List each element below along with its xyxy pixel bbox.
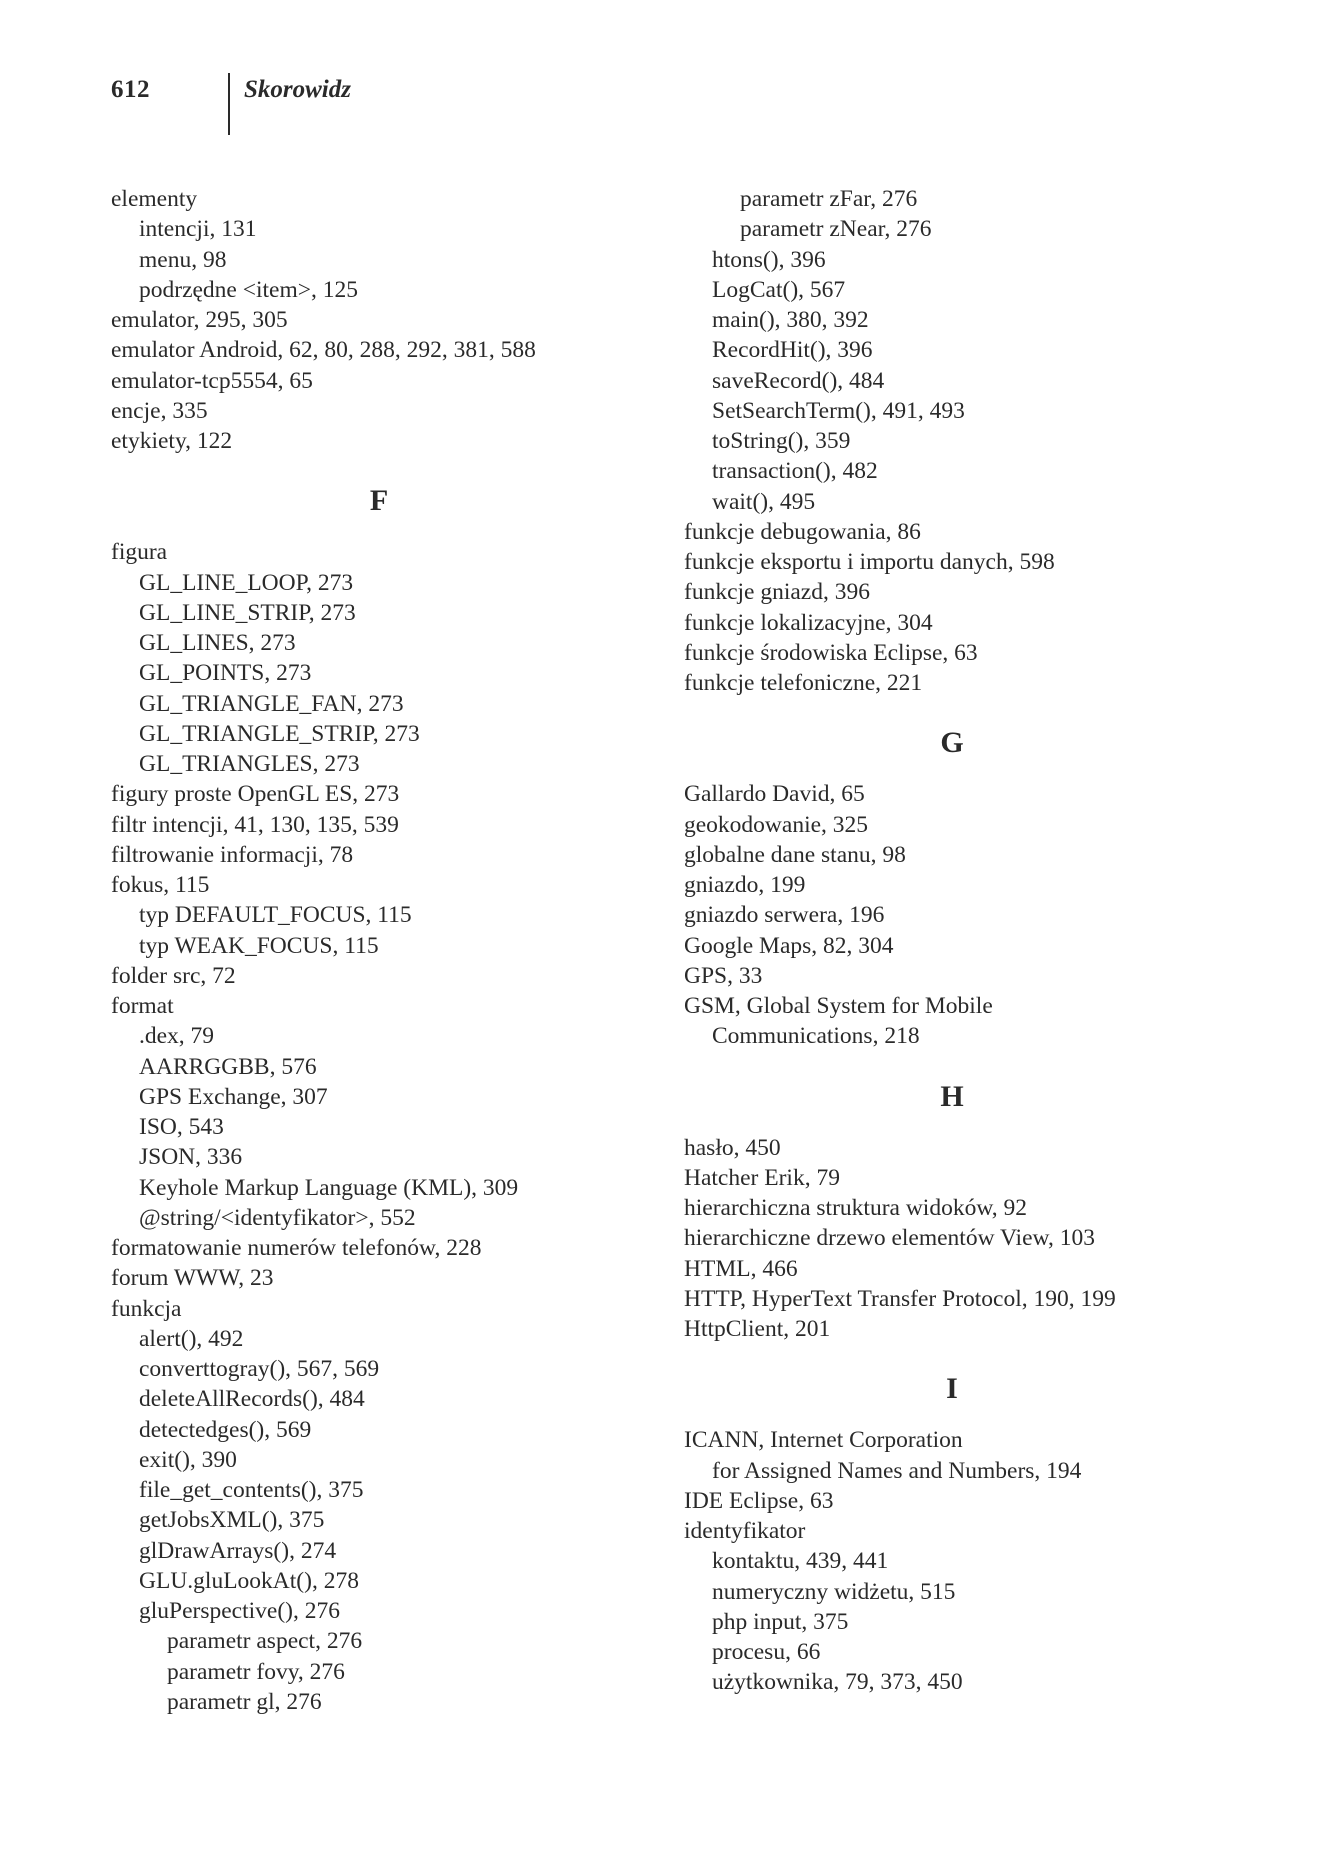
index-subentry: procesu, 66 — [712, 1639, 821, 1665]
index-subentry: menu, 98 — [139, 246, 227, 273]
index-entry: funkcje telefoniczne, 221 — [684, 670, 923, 696]
index-entry: funkcje eksportu i importu danych, 598 — [684, 549, 1055, 575]
index-subentry: .dex, 79 — [139, 1023, 215, 1050]
index-subentry: wait(), 495 — [712, 488, 816, 515]
index-entry: elementy — [111, 186, 198, 212]
index-subentry: GL_LINE_STRIP, 273 — [139, 599, 356, 626]
index-entry: IDE Eclipse, 63 — [684, 1487, 834, 1514]
index-entry: funkcje gniazd, 396 — [684, 579, 870, 606]
index-entry: hierarchiczna struktura widoków, 92 — [684, 1195, 1028, 1221]
index-entry: identyfikator — [684, 1518, 806, 1544]
index-subentry: htons(), 396 — [712, 246, 826, 273]
index-entry: formatowanie numerów telefonów, 228 — [111, 1235, 482, 1261]
index-column-left — [111, 184, 631, 1717]
index-subentry: exit(), 390 — [139, 1446, 237, 1473]
index-subentry: getJobsXML(), 375 — [139, 1507, 325, 1534]
index-entry: gniazdo serwera, 196 — [684, 902, 885, 929]
index-entry: filtrowanie informacji, 78 — [111, 841, 354, 868]
index-subentry: @string/<identyfikator>, 552 — [139, 1204, 416, 1231]
index-entry: filtr intencji, 41, 130, 135, 539 — [111, 811, 399, 838]
index-entry: emulator Android, 62, 80, 288, 292, 381, 588 — [111, 337, 536, 364]
index-letter-heading: G — [940, 726, 964, 760]
page-number: 612 — [111, 76, 150, 103]
index-entry: GPS, 33 — [684, 962, 763, 989]
index-subentry: GL_POINTS, 273 — [139, 660, 312, 687]
index-entry: forum WWW, 23 — [111, 1265, 274, 1292]
index-subentry: deleteAllRecords(), 484 — [139, 1386, 365, 1413]
index-letter-heading: I — [946, 1372, 958, 1406]
index-entry: ICANN, Internet Corporation — [684, 1427, 963, 1454]
index-entry: geokodowanie, 325 — [684, 811, 869, 838]
index-entry: emulator, 295, 305 — [111, 307, 288, 333]
index-entry: fokus, 115 — [111, 872, 210, 898]
index-entry: Gallardo David, 65 — [684, 781, 865, 808]
index-entry: format — [111, 993, 174, 1019]
index-subentry: GL_LINES, 273 — [139, 630, 296, 656]
index-subentry: glDrawArrays(), 274 — [139, 1537, 337, 1564]
index-entry: gniazdo, 199 — [684, 872, 806, 898]
index-subentry: RecordHit(), 396 — [712, 337, 873, 364]
index-subentry: alert(), 492 — [139, 1325, 244, 1352]
header-divider — [228, 73, 230, 135]
index-subentry: parametr fovy, 276 — [167, 1658, 345, 1685]
index-entry: HTML, 466 — [684, 1255, 798, 1282]
index-entry: funkcja — [111, 1295, 182, 1322]
index-subentry: GL_TRIANGLES, 273 — [139, 751, 360, 777]
index-subentry: Communications, 218 — [712, 1023, 920, 1050]
index-subentry: ISO, 543 — [139, 1114, 224, 1140]
index-subentry: użytkownika, 79, 373, 450 — [712, 1669, 963, 1696]
index-entry: funkcje debugowania, 86 — [684, 518, 921, 545]
index-letter-heading: H — [940, 1079, 964, 1113]
index-entry: encje, 335 — [111, 397, 208, 424]
index-subentry: AARRGGBB, 576 — [139, 1053, 317, 1080]
index-entry: etykiety, 122 — [111, 428, 233, 454]
index-entry: HttpClient, 201 — [684, 1316, 831, 1342]
index-entry: globalne dane stanu, 98 — [684, 841, 906, 868]
index-subentry: numeryczny widżetu, 515 — [712, 1578, 956, 1605]
index-subentry: JSON, 336 — [139, 1144, 243, 1171]
index-subentry: toString(), 359 — [712, 428, 851, 454]
index-subentry: podrzędne <item>, 125 — [139, 276, 359, 303]
index-entry: HTTP, HyperText Transfer Protocol, 190, 199 — [684, 1285, 1116, 1312]
index-subentry: GL_TRIANGLE_STRIP, 273 — [139, 720, 420, 747]
index-subentry: parametr aspect, 276 — [167, 1628, 363, 1655]
index-subentry: Keyhole Markup Language (KML), 309 — [139, 1174, 519, 1201]
index-entry: hierarchiczne drzewo elementów View, 103 — [684, 1225, 1095, 1252]
index-entry: Google Maps, 82, 304 — [684, 932, 894, 959]
index-subentry: file_get_contents(), 375 — [139, 1477, 364, 1503]
index-subentry: GL_TRIANGLE_FAN, 273 — [139, 690, 404, 717]
page-header — [0, 0, 1322, 140]
index-entry: GSM, Global System for Mobile — [684, 993, 993, 1019]
index-subentry: GLU.gluLookAt(), 278 — [139, 1567, 359, 1594]
index-entry: funkcje środowiska Eclipse, 63 — [684, 639, 978, 666]
index-subentry: typ DEFAULT_FOCUS, 115 — [139, 902, 412, 929]
index-entry: emulator-tcp5554, 65 — [111, 367, 313, 394]
index-subentry: transaction(), 482 — [712, 458, 878, 485]
index-subentry: main(), 380, 392 — [712, 307, 869, 333]
index-column-right — [684, 184, 1204, 1698]
index-letter-heading: F — [369, 484, 389, 518]
index-entry: funkcje lokalizacyjne, 304 — [684, 609, 933, 636]
index-entry: hasło, 450 — [684, 1134, 781, 1161]
index-subentry: parametr gl, 276 — [167, 1688, 322, 1715]
index-subentry: GL_LINE_LOOP, 273 — [139, 569, 354, 596]
index-subentry: parametr zNear, 276 — [740, 216, 932, 243]
index-entry: figury proste OpenGL ES, 273 — [111, 781, 400, 808]
index-subentry: intencji, 131 — [139, 216, 257, 243]
index-subentry: typ WEAK_FOCUS, 115 — [139, 932, 379, 959]
index-subentry: for Assigned Names and Numbers, 194 — [712, 1457, 1082, 1484]
index-subentry: gluPerspective(), 276 — [139, 1598, 341, 1624]
running-title: Skorowidz — [244, 76, 351, 103]
index-subentry: LogCat(), 567 — [712, 276, 846, 303]
index-subentry: php input, 375 — [712, 1608, 849, 1635]
index-entry: Hatcher Erik, 79 — [684, 1164, 840, 1191]
index-subentry: parametr zFar, 276 — [740, 186, 918, 212]
index-entry: figura — [111, 539, 168, 566]
index-entry: folder src, 72 — [111, 962, 236, 989]
index-subentry: kontaktu, 439, 441 — [712, 1548, 889, 1575]
index-subentry: SetSearchTerm(), 491, 493 — [712, 397, 965, 424]
index-subentry: detectedges(), 569 — [139, 1416, 312, 1443]
index-subentry: saveRecord(), 484 — [712, 367, 885, 394]
index-subentry: GPS Exchange, 307 — [139, 1083, 328, 1110]
index-subentry: converttogray(), 567, 569 — [139, 1356, 380, 1382]
